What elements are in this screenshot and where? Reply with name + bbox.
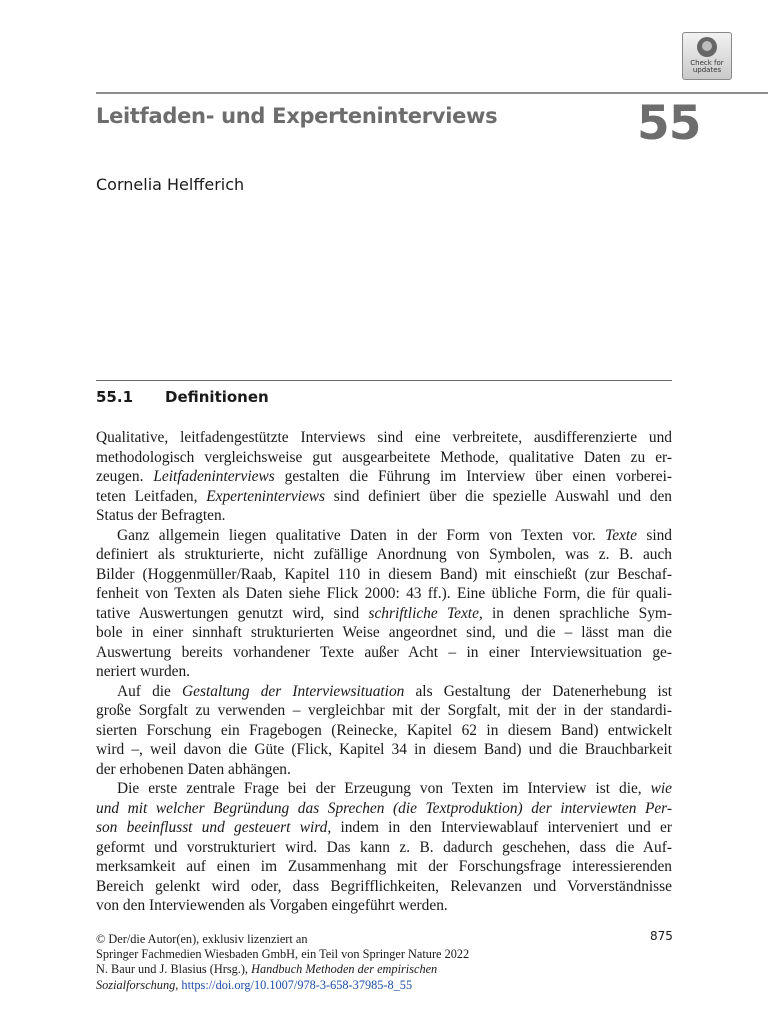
text-run: sind definiert über die spezielle Auswahl und den — [325, 487, 672, 505]
text-run: neriert wurden. — [96, 663, 191, 680]
text-run: wird –, weil davon die Güte (Flick, Kapitel 34 in diesem Band) und die Brauchbarkeit — [96, 741, 672, 758]
text-run: teten Leitfaden, — [96, 487, 207, 505]
body-line — [96, 779, 672, 799]
check-for-updates-icon — [697, 37, 717, 57]
text-run: große Sorgfalt zu verwenden – vergleichbar mit der Sorgfalt, mit der in der standardi- — [96, 702, 672, 719]
header-rule — [96, 92, 768, 94]
text-run: Bereich gelenkt wird oder, dass Begrifflichkeiten, Relevanzen und Vorverständnisse — [96, 877, 672, 895]
emphasized-text: Gestaltung der Interviewsituation — [182, 682, 405, 700]
text-run: Status der Befragten. — [96, 507, 226, 524]
footer-book-title-cont: Sozialforschung — [96, 977, 176, 992]
footer-editors: N. Baur und J. Blasius (Hrsg.), — [96, 962, 252, 977]
check-for-updates-label: Check for updates — [690, 59, 724, 74]
body-line — [96, 877, 672, 897]
chapter-title: Leitfaden- und Experteninterviews — [96, 104, 498, 128]
emphasized-text: Leitfadeninterviews — [153, 468, 275, 485]
body-line — [96, 487, 672, 507]
section-rule — [96, 380, 672, 381]
text-run: gestalten die Führung im Interview über einen vorberei- — [274, 468, 672, 485]
body-line — [96, 682, 672, 702]
text-run: sierten Forschung ein Fragebogen (Reinecke, Kapitel 62 in diesem Band) entwickelt — [96, 721, 672, 739]
text-run: als Gestaltung der Datenerhebung ist — [404, 682, 672, 700]
section-number: 55.1 — [96, 388, 134, 406]
text-run: Bilder (Hoggenmüller/Raab, Kapitel 110 in diesem Band) mit einschießt (zur Beschaf- — [96, 565, 672, 583]
body-line — [96, 662, 672, 682]
chapter-author: Cornelia Helfferich — [96, 175, 245, 194]
body-line — [96, 857, 672, 877]
footer-book-title: Handbuch Methoden der empirischen — [251, 962, 438, 977]
body-line — [96, 838, 672, 858]
emphasized-text: wie — [650, 780, 672, 797]
body-line — [96, 760, 672, 780]
doi-link[interactable]: https://doi.org/10.1007/978-3-658-37985-8_55 — [181, 977, 413, 992]
check-for-updates-badge[interactable] — [682, 32, 732, 80]
text-run: bole in einer sinnhaft strukturierten Weise angeordnet sind, und die – lässt man die — [96, 624, 672, 641]
footer-line: Springer Fachmedien Wiesbaden GmbH, ein Teil von Springer Nature 2022 — [96, 947, 470, 962]
body-line — [96, 721, 672, 741]
text-run: methodologisch vergleichsweise gut ausgearbeitete Methode, qualitative Daten zu er- — [96, 448, 672, 466]
body-line — [96, 428, 672, 448]
text-run: Auf die — [117, 682, 183, 700]
footer-separator: , — [175, 977, 182, 992]
text-run: geformt und vorstrukturiert wird. Das kann z. B. dadurch geschehen, dass die Auf- — [96, 838, 672, 856]
text-run: Ganz allgemein liegen qualitative Daten in der Form von Texten vor. — [117, 526, 606, 544]
body-line — [96, 799, 672, 819]
text-run: Qualitative, leitfadengestützte Interviews sind eine verbreitete, ausdifferenzierte und — [96, 429, 672, 446]
section-title: Definitionen — [165, 388, 269, 406]
text-run: tative Auswertungen genutzt wird, sind — [96, 604, 369, 622]
footnote-copyright — [96, 932, 672, 993]
text-run: der erhobenen Daten abhängen. — [96, 760, 291, 778]
emphasized-text: son beeinflusst und gesteuert wird, — [96, 819, 332, 836]
section-heading — [96, 388, 269, 406]
body-line — [96, 643, 672, 663]
text-run: indem in den Interviewablauf interveniert und er — [331, 819, 672, 836]
body-line — [96, 565, 672, 585]
body-line — [96, 818, 672, 838]
text-run: zeugen. — [96, 468, 154, 485]
text-run: Die erste zentrale Frage bei der Erzeugung von Texten im Interview ist die, — [117, 780, 651, 797]
body-line — [96, 896, 672, 916]
text-run: fenheit von Texten als Daten siehe Flick 2000: 43 ff.). Eine übliche Form, die für quali- — [96, 585, 672, 602]
page-number: 875 — [650, 929, 673, 943]
chapter-number: 55 — [637, 96, 701, 151]
text-run: definiert als strukturierte, nicht zufällige Anordnung von Symbolen, was z. B. auch — [96, 546, 672, 563]
text-run: Auswertung bereits vorhandener Texte außer Acht – in einer Interviewsituation ge- — [96, 643, 672, 661]
body-text — [96, 428, 672, 916]
text-run: von den Interviewenden als Vorgaben eingeführt werden. — [96, 897, 448, 914]
body-line — [96, 526, 672, 546]
emphasized-text: und mit welcher Begründung das Sprechen (die Textproduktion) der interviewten Per- — [96, 799, 672, 817]
body-line — [96, 604, 672, 624]
body-line — [96, 701, 672, 721]
text-run: merksamkeit auf einen im Zusammenhang mit der Forschungsfrage interessierenden — [96, 858, 672, 875]
footer-line: © Der/die Autor(en), exklusiv lizenziert an — [96, 932, 308, 946]
emphasized-text: Texte — [605, 526, 637, 544]
body-line — [96, 584, 672, 604]
body-line — [96, 448, 672, 468]
body-line — [96, 506, 672, 526]
body-line — [96, 467, 672, 487]
text-run: sind — [637, 526, 672, 544]
body-line — [96, 545, 672, 565]
body-line — [96, 740, 672, 760]
footer-citation-cont — [96, 978, 672, 993]
footer-citation — [96, 962, 672, 977]
emphasized-text: schriftliche Texte, — [368, 604, 483, 622]
body-line — [96, 623, 672, 643]
text-run: in denen sprachliche Sym- — [482, 604, 672, 622]
emphasized-text: Experteninterviews — [206, 487, 326, 505]
